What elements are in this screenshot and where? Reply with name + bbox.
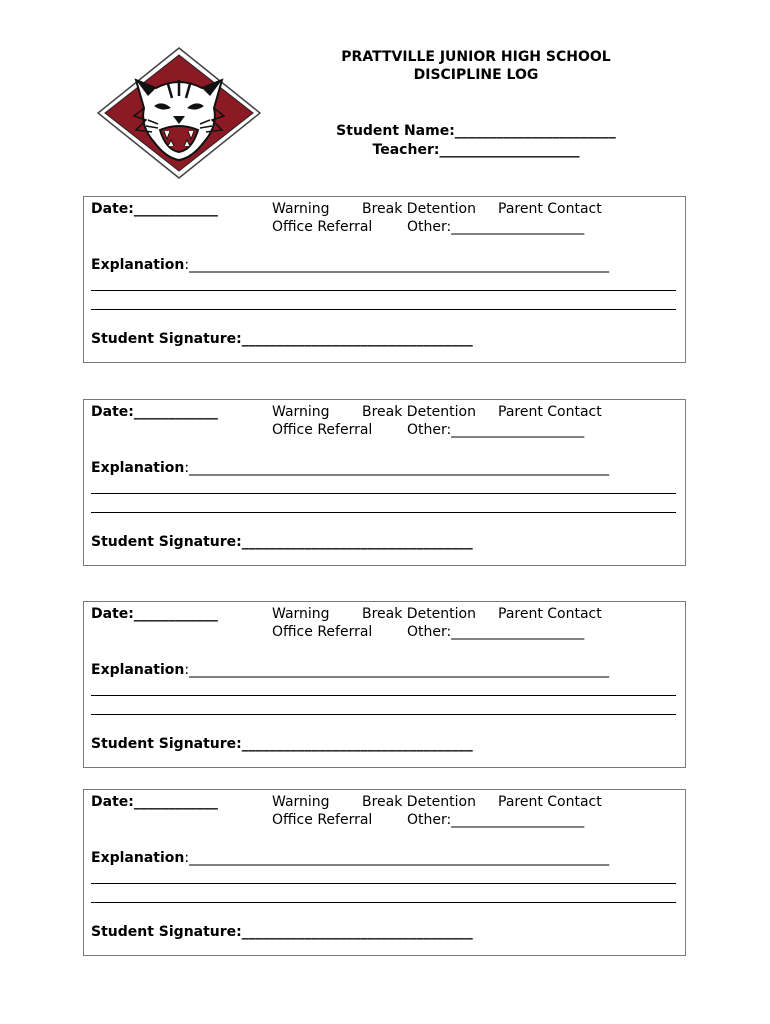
break-detention-option[interactable]: Break Detention <box>362 606 476 622</box>
log-entry <box>83 399 686 566</box>
explanation-field[interactable] <box>91 257 609 273</box>
explanation-field[interactable] <box>91 662 609 678</box>
wildcat-mascot-icon <box>96 46 262 180</box>
log-entry <box>83 196 686 363</box>
break-detention-option[interactable]: Break Detention <box>362 794 476 810</box>
explanation-field[interactable] <box>91 460 609 476</box>
student-signature-field[interactable]: Student Signature:_________________________________ <box>91 924 473 940</box>
explanation-line: :____________________________________________________________ <box>184 257 610 273</box>
teacher-field[interactable]: Teacher:____________________ <box>372 142 580 158</box>
explanation-label: Explanation <box>91 257 185 273</box>
student-signature-field[interactable]: Student Signature:_________________________________ <box>91 534 473 550</box>
student-name-field[interactable]: Student Name:_______________________ <box>336 123 616 139</box>
office-referral-option[interactable]: Office Referral <box>272 422 373 438</box>
other-field[interactable]: Other:___________________ <box>407 219 585 235</box>
school-name: PRATTVILLE JUNIOR HIGH SCHOOL <box>341 49 611 65</box>
warning-option[interactable]: Warning <box>272 201 330 217</box>
parent-contact-option[interactable]: Parent Contact <box>498 606 602 622</box>
explanation-line-2[interactable] <box>91 695 676 696</box>
date-field[interactable]: Date:____________ <box>91 404 218 420</box>
explanation-line: :____________________________________________________________ <box>184 850 610 866</box>
explanation-line-2[interactable] <box>91 883 676 884</box>
explanation-line-3[interactable] <box>91 902 676 903</box>
explanation-label: Explanation <box>91 460 185 476</box>
explanation-line: :____________________________________________________________ <box>184 460 610 476</box>
date-field[interactable]: Date:____________ <box>91 201 218 217</box>
explanation-line-3[interactable] <box>91 512 676 513</box>
other-field[interactable]: Other:___________________ <box>407 422 585 438</box>
log-entry <box>83 789 686 956</box>
title-block <box>300 48 652 84</box>
date-field[interactable]: Date:____________ <box>91 794 218 810</box>
office-referral-option[interactable]: Office Referral <box>272 624 373 640</box>
log-title: DISCIPLINE LOG <box>413 67 539 83</box>
break-detention-option[interactable]: Break Detention <box>362 404 476 420</box>
parent-contact-option[interactable]: Parent Contact <box>498 201 602 217</box>
office-referral-option[interactable]: Office Referral <box>272 219 373 235</box>
student-signature-field[interactable]: Student Signature:_________________________________ <box>91 331 473 347</box>
student-info <box>300 122 652 160</box>
explanation-line-3[interactable] <box>91 309 676 310</box>
warning-option[interactable]: Warning <box>272 606 330 622</box>
office-referral-option[interactable]: Office Referral <box>272 812 373 828</box>
parent-contact-option[interactable]: Parent Contact <box>498 794 602 810</box>
explanation-line-3[interactable] <box>91 714 676 715</box>
student-signature-field[interactable]: Student Signature:_________________________________ <box>91 736 473 752</box>
school-logo <box>96 46 262 180</box>
explanation-line-2[interactable] <box>91 493 676 494</box>
explanation-label: Explanation <box>91 850 185 866</box>
parent-contact-option[interactable]: Parent Contact <box>498 404 602 420</box>
break-detention-option[interactable]: Break Detention <box>362 201 476 217</box>
warning-option[interactable]: Warning <box>272 794 330 810</box>
date-field[interactable]: Date:____________ <box>91 606 218 622</box>
other-field[interactable]: Other:___________________ <box>407 812 585 828</box>
explanation-line: :____________________________________________________________ <box>184 662 610 678</box>
log-entry <box>83 601 686 768</box>
warning-option[interactable]: Warning <box>272 404 330 420</box>
explanation-label: Explanation <box>91 662 185 678</box>
other-field[interactable]: Other:___________________ <box>407 624 585 640</box>
explanation-line-2[interactable] <box>91 290 676 291</box>
explanation-field[interactable] <box>91 850 609 866</box>
